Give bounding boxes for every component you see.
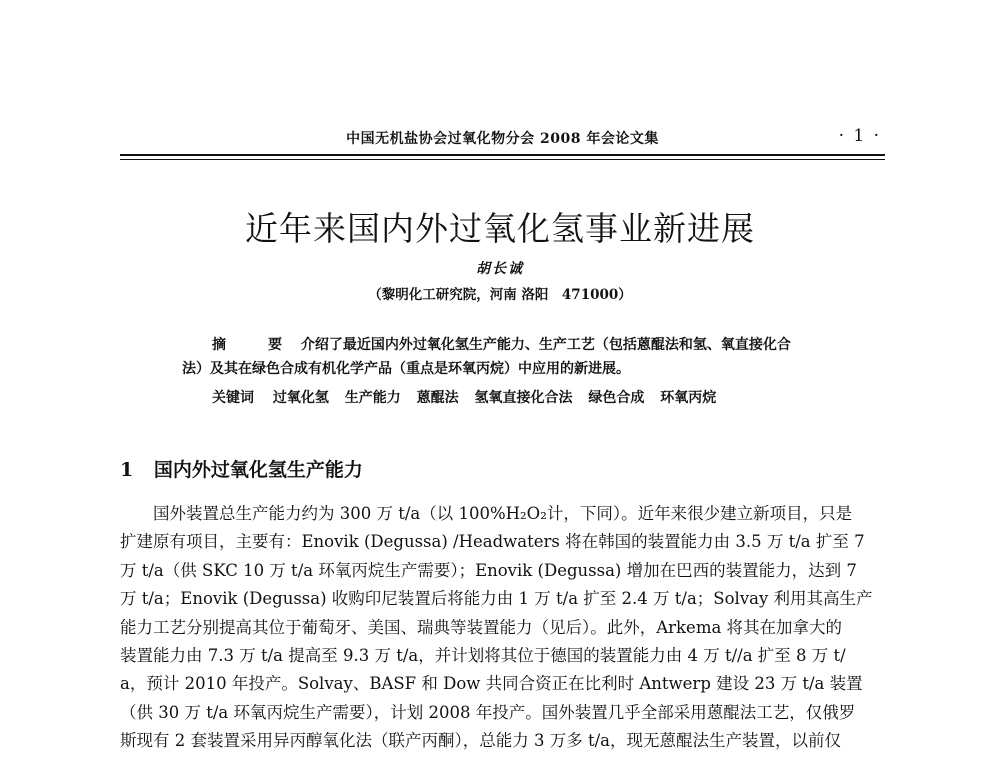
- body-line: 能力工艺分别提高其位于葡萄牙、美国、瑞典等装置能力（见后）。此外，Arkema 将其在加拿大的: [120, 617, 843, 637]
- keyword: 过氧化氢: [272, 390, 329, 406]
- body-line: 扩建原有项目，主要有：Enovik (Degussa) /Headwaters 将在韩国的装置能力由 3.5 万 t/a 扩至 7: [120, 532, 865, 552]
- body-line: 国外装置总生产能力约为 300 万 t/a（以 100%H₂O₂计，下同）。近年来很少建立新项目，只是: [153, 504, 853, 523]
- abstract: [182, 334, 822, 411]
- body-line: （供 30 万 t/a 环氧丙烷生产需要），计划 2008 年投产。国外装置几乎全部采用蒽醌法工艺，仅俄罗: [120, 702, 856, 722]
- abstract-text-2: 法）及其在绿色合成有机化学产品（重点是环氧丙烷）中应用的新进展。: [182, 360, 630, 377]
- paper-title: 近年来国内外过氧化氢事业新进展: [245, 209, 755, 248]
- abstract-text-1: 介绍了最近国内外过氧化氢生产能力、生产工艺（包括蒽醌法和氢、氧直接化合: [300, 337, 791, 353]
- abstract-label: 摘 要: [212, 337, 296, 353]
- running-title: 中国无机盐协会过氧化物分会 2008 年会论文集: [346, 131, 659, 147]
- section-number: 1: [120, 459, 134, 481]
- header-rule-thick: [120, 154, 885, 156]
- body-paragraph: [120, 500, 888, 756]
- page-number: · 1 ·: [838, 126, 881, 146]
- abstract-line-2: [182, 358, 822, 382]
- abstract-line-1: [182, 334, 822, 358]
- section-title: 国内外过氧化氢生产能力: [153, 459, 363, 481]
- affiliation: （黎明化工研究院，河南 洛阳 471000）: [368, 287, 632, 303]
- keyword: 氢氧直接化合法: [474, 390, 573, 406]
- keyword: 环氧丙烷: [660, 390, 717, 406]
- keyword: 生产能力: [344, 390, 401, 406]
- author: 胡长诚: [476, 261, 524, 277]
- body-line: 万 t/a；Enovik (Degussa) 收购印尼装置后将能力由 1 万 t/a 扩至 2.4 万 t/a；Solvay 利用其高生产: [120, 589, 873, 609]
- body-line: 装置能力由 7.3 万 t/a 提高至 9.3 万 t/a，并计划将其位于德国的装置能力由 4 万 t//a 扩至 8 万 t/: [120, 646, 846, 666]
- body-line: a，预计 2010 年投产。Solvay、BASF 和 Dow 共同合资正在比利时 Antwerp 建设 23 万 t/a 装置: [120, 674, 863, 694]
- keyword: 蒽醌法: [416, 390, 459, 406]
- section-heading: [120, 455, 363, 482]
- running-header: [120, 128, 885, 152]
- keywords-line: [182, 387, 822, 411]
- keyword: 绿色合成: [588, 390, 645, 406]
- keywords-label: 关键词: [212, 390, 254, 406]
- header-rule-thin: [120, 159, 885, 160]
- body-line: 斯现有 2 套装置采用异丙醇氧化法（联产丙酮），总能力 3 万多 t/a，现无蒽醌法生产装置，以前仅: [120, 731, 841, 751]
- body-line: 万 t/a（供 SKC 10 万 t/a 环氧丙烷生产需要）；Enovik (Degussa) 增加在巴西的装置能力，达到 7: [120, 560, 857, 580]
